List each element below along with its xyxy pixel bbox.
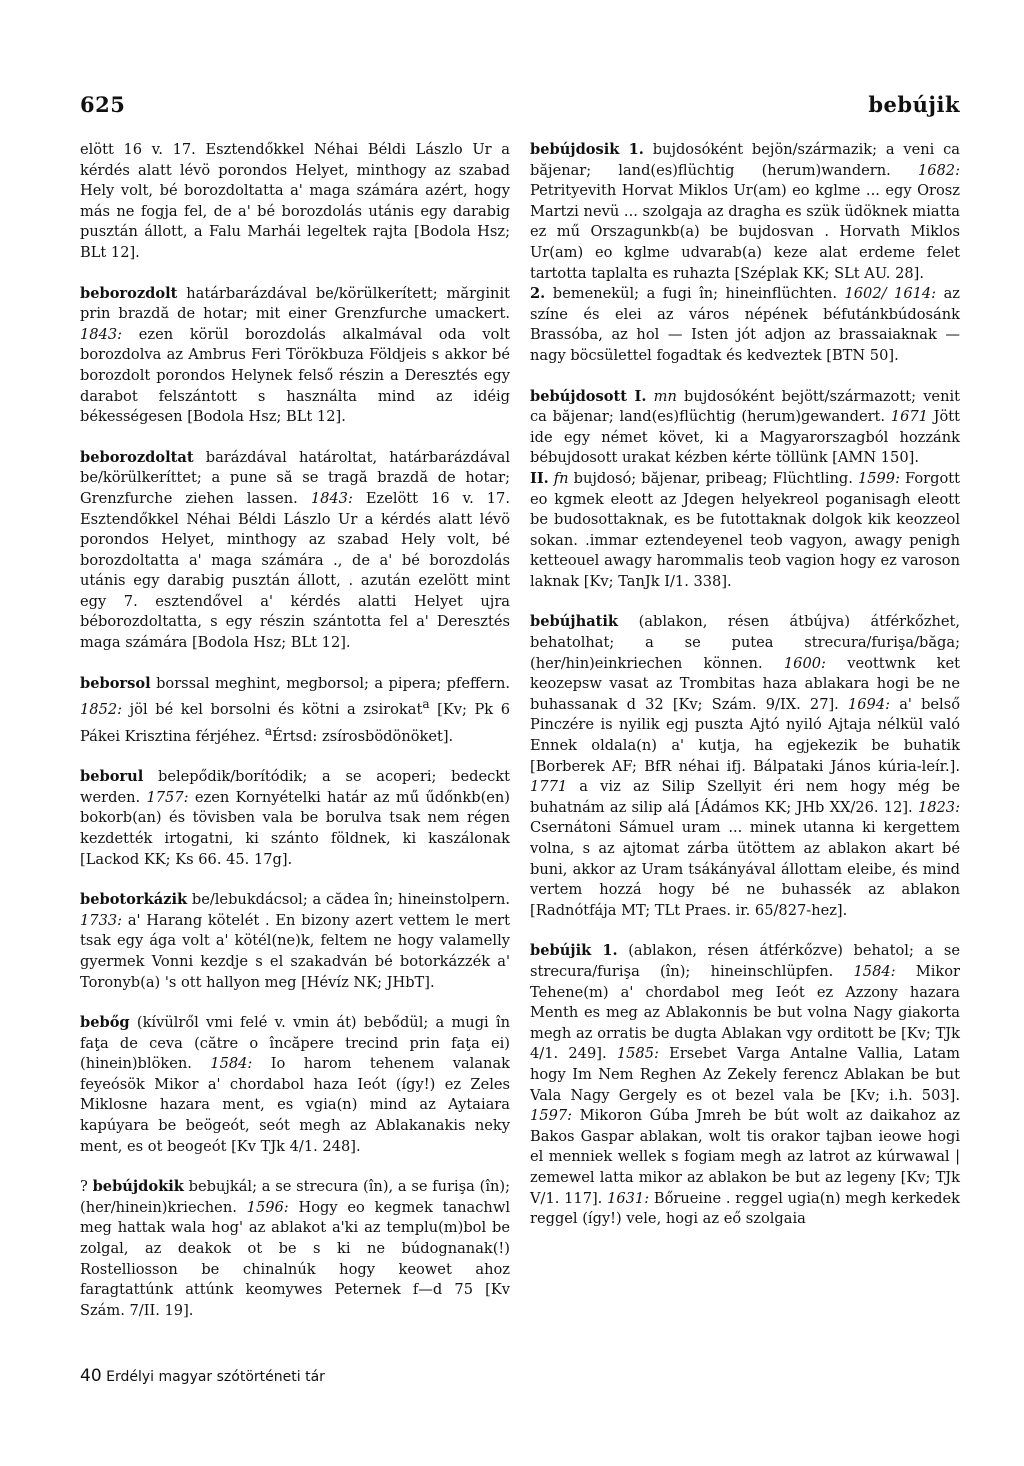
footnote-mark: a [422,697,430,712]
footer-title: Erdélyi magyar szótörténeti tár [106,1369,325,1385]
date-ref: 1671 [890,408,928,426]
entry-text: Mikoron Gúba Jmreh be bút wolt az daikahoz az Bakos Gaspar ablakan, wolt tis orakor tajban ieowe hogi el menniek wellek s fogiam megh az latrot az kúrwawal | zemewel latta mikor az ablakon be but az legeny [Kv; TJk V/1. 117]. [530,1107,960,1207]
date-ref: 1852: [80,701,123,719]
entry-beborsol [80,674,510,748]
entry-beborozdoltat [80,448,510,654]
headword: bebőg [80,1014,130,1032]
entry-continuation [80,140,510,264]
headword: bebújhatik [530,613,619,631]
headword: bebújdosott I. [530,387,647,405]
entry-text: bujdosó; băjenar, pribeag; Flüchtling. [568,469,858,487]
entry-text: Értsd: zsírosbödönöket]. [272,727,454,745]
entry-text: Ezelött 16 v. 17. Esztendőkkel Néhai Béldi Lászlo Ur a kérdés alatt lévö porondos Helyet, minthogy az szabad Hely volt, bé borozdoltatta a' maga számára ., de a' bé borozdolás utánis egy darabig pusztán állott, . azután ezelött mint egy 7. esztendővel a' kérdés alatti Helyet ujra béborozdoltatta, s egy részin szántotta fel a' Deresztés maga számára [Bodola Hsz; BLt 12]. [80,489,510,652]
entry-text: Forgott eo kgmek eleott az Jdegen helyekreol poganisagh eleott be budosottaknak, es be futottaknak dolgok kik keozzeol sokan. .immar eztendeyenel teob vagyon, awagy penigh ketteouel awagy harommalis teob vagion hogy ez varoson laknak [Kv; TanJk I/1. 338]. [530,469,960,590]
date-ref: 1757: [146,788,189,806]
entry-text: Ersebet Varga Antalne Vallia, Latam hogy Im Nem Reghen Az Zekely ferencz Ablakan be but Vala Nagy Gergely es ot bezel vala be [Kv; i.h. 503]. [530,1045,960,1104]
entry-text: Csernátoni Sámuel uram ... minek utanna ki kergettem volna, s az ajtomat zárba ütöttem az ablakon akart bé buni, akkor az Uram tsákányával állottam eleibe, és mind vertem hozzá hogy bé ne buhassék az ablakon [Radnótfája MT; TLt Praes. ir. 65/827-hez]. [530,819,960,919]
entry-text: [Kv; Pk 6 Pákei Krisztina férjéhez. [80,701,511,745]
page-number: 625 [80,92,126,117]
entry-text: ezen Kornyételki határ az mű űdőnkb(en) bokorb(an) és tövisben vala be borulva tsak nem régen kezdették irtogatni, ki szánto földnek, ki kaszálonak [Lackod KK; Ks 66. 45. 17g]. [80,788,510,868]
part-of-speech: mn [653,387,677,405]
entry-bebujdosott [530,387,960,593]
entry-text: be/lebukdácsol; a cădea în; hineinstolpern. [187,891,510,909]
entry-text: Hogy eo kegmek tanachwl meg hattak wala hog' az ablakot a'ki az templu(m)bol be zolgal, az deakok ot be s ki ne búdognanak(!) Rostelliosson be chinalnúk hogy keowet ahoz faragtattúnk attúnk keomywes Peternek f—d 75 [Kv Szám. 7/II. 19]. [80,1198,510,1319]
entry-text: borssal meghint, megborsol; a pipera; pfeffern. [150,674,510,692]
entry-text: (ablakon, résen átbújva) átférkőzhet, behatolhat; a se putea strecura/furişa/băga; (her/hin)einkriechen können. [530,613,960,672]
headword: beborsol [80,674,151,692]
date-ref: 1584: [853,962,896,980]
entry-text: a' Harang kötelét . En bizony azert vettem le mert tsak egy ága volt a' kötél(ne)k, feltem ne hogy valamelly gyermek Vonni kezdje s el szakadván bé botorkázzék a' Toronyb(a) 's ott hallyon meg [Hévíz NK; JHbT]. [80,911,510,991]
date-ref: 1694: [847,695,891,713]
entry-text: bujdosóként bejön/származik; a veni ca băjenar; land(es)flüchtig (herum)wandern. [530,141,960,179]
query-mark: ? [80,1178,93,1196]
headword: beborozdoltat [80,448,194,466]
date-ref: 1733: [80,911,123,929]
part-of-speech: fn [553,469,569,487]
date-ref: 1682: [917,161,960,179]
entry-text: bebujkál; a se strecura (în), a se furişa (în); (her/hinein)kriechen. [80,1178,510,1216]
date-ref: 1585: [616,1045,659,1063]
left-column [80,140,510,1341]
entry-text: barázdával határoltat, határbarázdával be/körülkeríttet; a pune să se tragă brazdă de hotar; Grenzfurche ziehen lassen. [80,448,510,507]
entry-text: elött 16 v. 17. Esztendőkkel Néhai Béldi Lászlo Ur a kérdés alatt lévö porondos Helyet, minthogy az szabad Hely volt, bé borozdoltatta a' maga számára azért, hogy más ne fogja fel, de a' bé borozdolás utánis egy darabig pusztán állott, a Falu Marhái legeltek rajta [Bodola Hsz; BLt 12]. [80,141,510,261]
headword: bebotorkázik [80,891,188,909]
entry-bebujhatik [530,612,960,921]
headword: bebújik 1. [530,942,618,960]
date-ref: 1771 [530,778,568,796]
entry-text: az színe és elei az város népének béfutánkbúdosánk Brassóba, az hol — Isten jót adjon az brassaiaknak — nagy böcsülettel fogadtak és kedveztek [BTN 50]. [530,285,960,364]
right-column [530,140,960,1250]
entry-text: Jött ide egy német követ, ki a Magyarorszagból hozzánk bébujdosott urakat kézben kérte töllünk [AMN 150]. [530,408,960,467]
entry-text: belepődik/borítódik; a se acoperi; bedeckt werden. [80,768,510,806]
date-ref: 1823: [917,798,960,816]
footnote-mark: a [264,723,273,738]
entry-text: ezen körül borozdolás alkalmával oda volt borozdolva az Ambrus Feri Törökbuza Földjeis s akkor bé borozdolt porondos Helynek felső részin a Deresztés egy darabot felszántott s használta mind az idéig békességesen [Bodola Hsz; BLt 12]. [80,325,510,426]
entry-text: bujdosóként bejött/származott; venit ca băjenar; land(es)flüchtig (herum)gewandert. [530,387,961,426]
headword: beborozdolt [80,284,178,302]
date-ref: 1843: [310,489,353,507]
entry-text: határbarázdával be/körülkerített; mărginit prin brazdă de hotar; mit einer Grenzfurche umackert. [80,284,510,323]
entry-text: Petrityevith Horvat Miklos Ur(am) eo kglme ... egy Orosz Martzi nevü ... szolgaja az dragha es szük üdöknek miatta ez mű Orszagunkb(a) be bujdosvan . Horvath Miklos Ur(am) eo kglme udvarab(a) keze alat erdeme felet tartotta taplalta es ruhazta [Széplak KK; SLt AU. 28]. [530,182,960,282]
date-ref: 1599: [857,469,901,487]
running-head: bebújik [868,92,960,117]
entry-text: Io harom tehenem valanak feyeósök Mikor a' chordabol haza Ieót (így!) ez Zeles Miklosne hazara ment, es vgia(n) mind az Aytaiara kapúyara be beögeót, seót megh az Ablakanakis neky ment, es ot beogeót [Kv TJk 4/1. 248]. [80,1055,510,1155]
entry-bebujdosik [530,140,960,367]
entry-text: veottwnk ket keozepsw vasat az Trombitas haza ablakara hogi be ne buhassanak d 32 [Kv; Szám. 9/IX. 27]. [530,654,960,713]
entry-bebujdokik [80,1177,510,1321]
entry-bebog [80,1013,510,1157]
date-ref: 1843: [80,325,123,343]
date-ref: 1597: [530,1107,573,1125]
entry-text: Mikor Tehene(m) a' chordabol meg Ieót ez Azzony hazara Menth es meg az Ablakonnis be but volna Nagy giakorta megh az orratis be dugta Ablakan vgy orditott be [Kv; TJk 4/1. 249]. [530,962,960,1063]
date-ref: 1602/ 1614: [844,285,937,303]
entry-text: bemenekül; a fugi în; hineinflüchten. [545,285,845,303]
sense-number: II. [530,469,549,487]
date-ref: 1584: [210,1055,253,1073]
entry-bebujik [530,941,960,1229]
entry-bebotorkazik [80,890,510,993]
date-ref: 1600: [783,654,826,672]
entry-text: (ablakon, résen átférkőzve) behatol; a se strecura/furişa (în); hineinschlüpfen. [530,942,960,980]
entry-text: jöl bé kel borsolni és kötni a zsirokat [122,701,423,719]
entry-text: a' belső Pinczére is nyilik egj puszta Ajtó nyiló Ajtaja nélkül való Ennek oldala(n) a' kutja, ha egjekezik be buhatik [Borberek AF; BfR néhai ifj. Bálpataki János kúria-leír.]. [530,695,960,775]
entry-beborul [80,767,510,870]
entry-beborozdolt [80,284,510,428]
entry-text: Bőrueine . reggel ugia(n) megh kerkedek reggel (így!) vele, hogi az eő szolgaia [530,1189,960,1228]
signature-number: 40 [80,1366,102,1386]
sense-number: 2. [530,285,546,303]
page-footer [80,1366,325,1386]
headword: bebújdokik [92,1178,184,1196]
headword: bebújdosik 1. [530,141,644,158]
entry-text: a viz az Silip Szellyit éri nem hogy még be buhatnám az silip alá [Ádámos KK; JHb XX/26. 12]. [530,778,960,816]
headword: beborul [80,768,144,786]
date-ref: 1631: [607,1189,650,1207]
date-ref: 1596: [246,1198,289,1216]
entry-text: (kívülről vmi felé v. vmin át) bebődül; a mugi în faţa de ceva (către o încăpere trecind prin faţa ei) (hinein)blöken. [80,1014,510,1073]
